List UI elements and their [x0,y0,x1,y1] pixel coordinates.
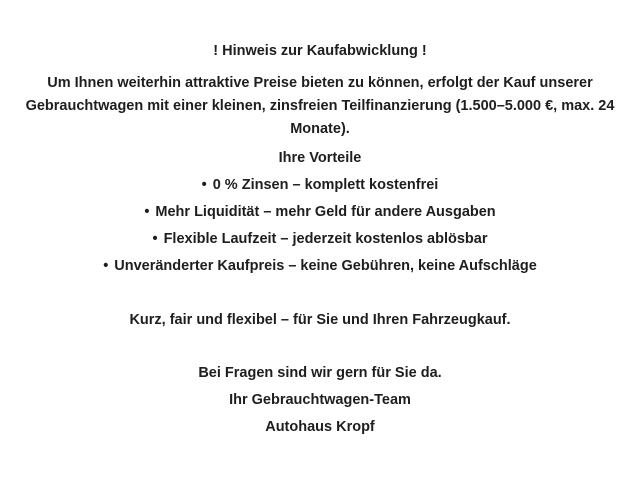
benefit-item [8,228,632,251]
benefit-item [8,174,632,197]
intro-line-1: Um Ihnen weiterhin attraktive Preise bieten zu können, erfolgt der Kauf unserer [47,75,593,91]
notice-title: ! Hinweis zur Kaufabwicklung ! [213,43,427,59]
bullet-icon: • [201,177,207,193]
closing-line-3: Autohaus Kropf [265,419,375,435]
summary-line: Kurz, fair und flexibel – für Sie und Ihren Fahrzeugkauf. [129,312,511,328]
closing-line-2: Ihr Gebrauchtwagen-Team [229,392,411,408]
benefit-text: Flexible Laufzeit – jederzeit kostenlos ablösbar [163,231,488,247]
benefit-text: 0 % Zinsen – komplett kostenfrei [212,177,439,193]
benefit-item [8,255,632,278]
benefits-heading: Ihre Vorteile [278,150,362,166]
closing-block [8,362,632,439]
benefits-list [8,174,632,278]
bullet-icon: • [103,258,109,274]
closing-line-1: Bei Fragen sind wir gern für Sie da. [198,365,442,381]
bullet-icon: • [152,231,158,247]
intro-line-3: Monate). [290,121,350,137]
intro-line-2: Gebrauchtwagen mit einer kleinen, zinsfreien Teilfinanzierung (1.500–5.000 €, max. 24 [25,98,615,114]
intro-paragraph [8,72,632,141]
benefit-text: Unveränderter Kaufpreis – keine Gebühren, keine Aufschläge [114,258,537,274]
benefit-item [8,201,632,224]
benefit-text: Mehr Liquidität – mehr Geld für andere Ausgaben [155,204,496,220]
bullet-icon: • [144,204,150,220]
